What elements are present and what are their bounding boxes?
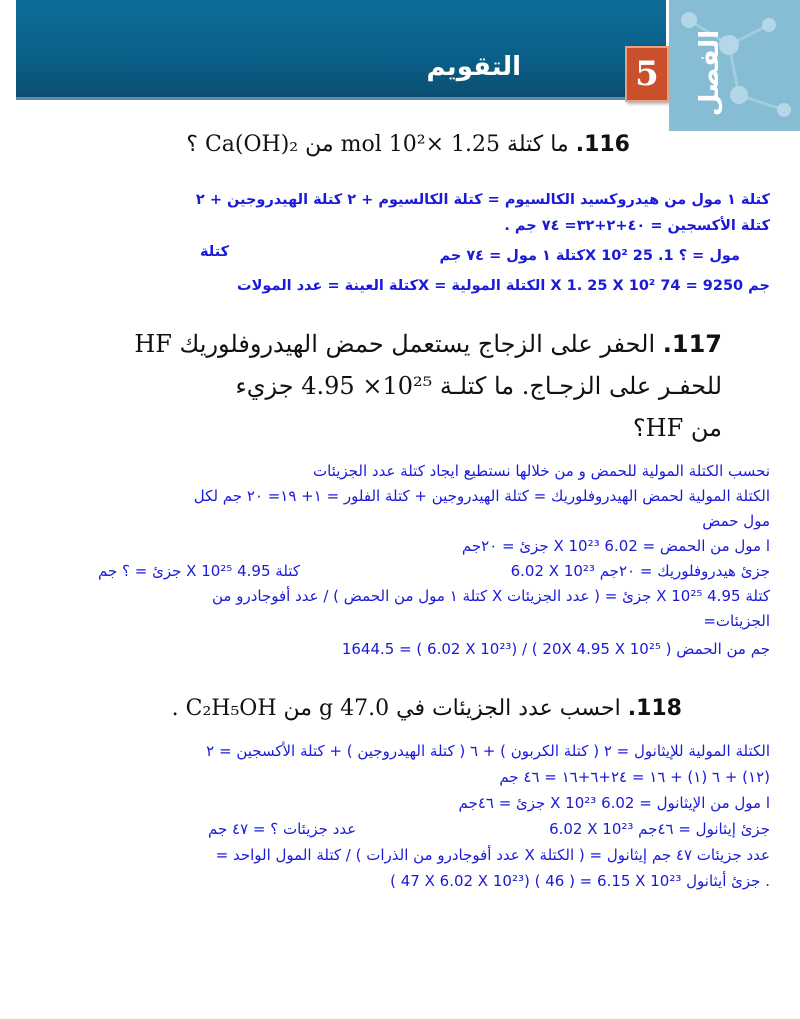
answer-116-line-4: جم 9250 = 74 X 1. 25 X 10² الكتلة المولية = Xكتلة العينة = عدد المولات <box>237 278 770 294</box>
question-number: 118. <box>627 696 682 721</box>
question-118 <box>172 696 682 721</box>
answer-117-line-4: ا مول من الحمض = 6.02 X 10²³ جزئ = ٢٠جم <box>461 537 770 555</box>
question-number: 116. <box>575 132 630 157</box>
question-117-line-2: للحفـر على الزجـاج. ما كتلـة 10²⁵× 4.95 جزيء <box>235 372 722 400</box>
answer-117-line-5: 6.02 X 10²³ جزئ هيدروفلوريك = ٢٠جم <box>510 562 770 580</box>
answer-118-line-6: عدد جزيئات ٤٧ جم إيثانول = ( الكتلة X عدد أفوجادرو من الذرات ) / كتلة المول الواحد = <box>215 846 770 864</box>
chapter-number-box <box>625 46 669 102</box>
answer-118-line-3: ا مول من الإيثانول = 6.02 X 10²³ جزئ = ٤٦جم <box>458 794 770 812</box>
molecule-pattern-decoration <box>669 0 800 131</box>
answer-116-line-3: مول = ؟ 1. 25 X 10²كتلة ١ مول = ٧٤ جم <box>439 248 740 264</box>
answer-117-line-9: 1644.5 = ( 6.02 X 10²³) / ( 20X 4.95 X 10²⁵ ) جم من الحمض <box>341 640 770 658</box>
chapter-side-label: الفصل <box>695 29 725 117</box>
question-text: ما كتلة 1.25 ×10² mol من Ca(OH)₂ ؟ <box>186 132 569 157</box>
answer-116-line-2: كتلة الأكسجين = ٤٠+٢+٣٢= ٧٤ جم . <box>504 218 770 234</box>
question-116 <box>186 132 630 157</box>
answer-116-line-1: كتلة ١ مول من هيدروكسيد الكالسيوم = كتلة الكالسيوم + ٢ كتلة الهيدروجين + ٢ <box>195 192 770 208</box>
answer-118-line-7: ( 47 X 6.02 X 10²³) ( 46 ) = 6.15 X 10²³ جزئ أيثانول . <box>390 872 770 890</box>
question-text: احسب عدد الجزيئات في 47.0 g من C₂H₅OH . <box>171 696 621 721</box>
chapter-number: 5 <box>635 54 659 94</box>
answer-118-line-5: عدد جزيئات ؟ = ٤٧ جم <box>208 820 357 838</box>
answer-117-line-6: كتلة 4.95 X 10²⁵ جزئ = ؟ جم <box>98 562 300 580</box>
section-title: التقويم <box>426 52 521 82</box>
chapter-header-banner <box>16 0 666 100</box>
answer-118-line-4: 6.02 X 10²³ جزئ إيثانول = ٤٦جم <box>549 820 770 838</box>
answer-116-mass-label: كتلة <box>200 244 230 260</box>
answer-117-line-7: كتلة 4.95 X 10²⁵ جزئ = ( عدد الجزيئات X كتلة ١ مول من الحمض ) / عدد أفوجادرو من <box>211 587 770 605</box>
answer-117-line-8: الجزيئات= <box>703 612 770 630</box>
answer-117-line-1: نحسب الكتلة المولية للحمض و من خلالها نستطيع ايجاد كتلة عدد الجزيئات <box>313 462 770 480</box>
answer-118-line-2: (١٢) + ٦ (١) + ١٦ = ٢٤+٦+١٦ = ٤٦ جم <box>499 768 770 786</box>
chapter-side-tab <box>669 0 800 131</box>
answer-117-line-2: الكتلة المولية لحمض الهيدروفلوريك = كتلة الهيدروجين + كتلة الفلور = ١+ ١٩= ٢٠ جم لكل <box>193 487 770 505</box>
answer-118-line-1: الكتلة المولية للإيثانول = ٢ ( كتلة الكربون ) + ٦ ( كتلة الهيدروجين ) + كتلة الأكسجين = ٢ <box>206 742 770 760</box>
question-number: 117. <box>662 330 722 358</box>
question-117-line-3: من HF؟ <box>632 414 722 442</box>
question-text: الحفر على الزجاج يستعمل حمض الهيدروفلوريك HF <box>134 330 656 358</box>
question-117-line-1 <box>134 330 722 358</box>
answer-117-line-3: مول حمض <box>702 512 770 530</box>
